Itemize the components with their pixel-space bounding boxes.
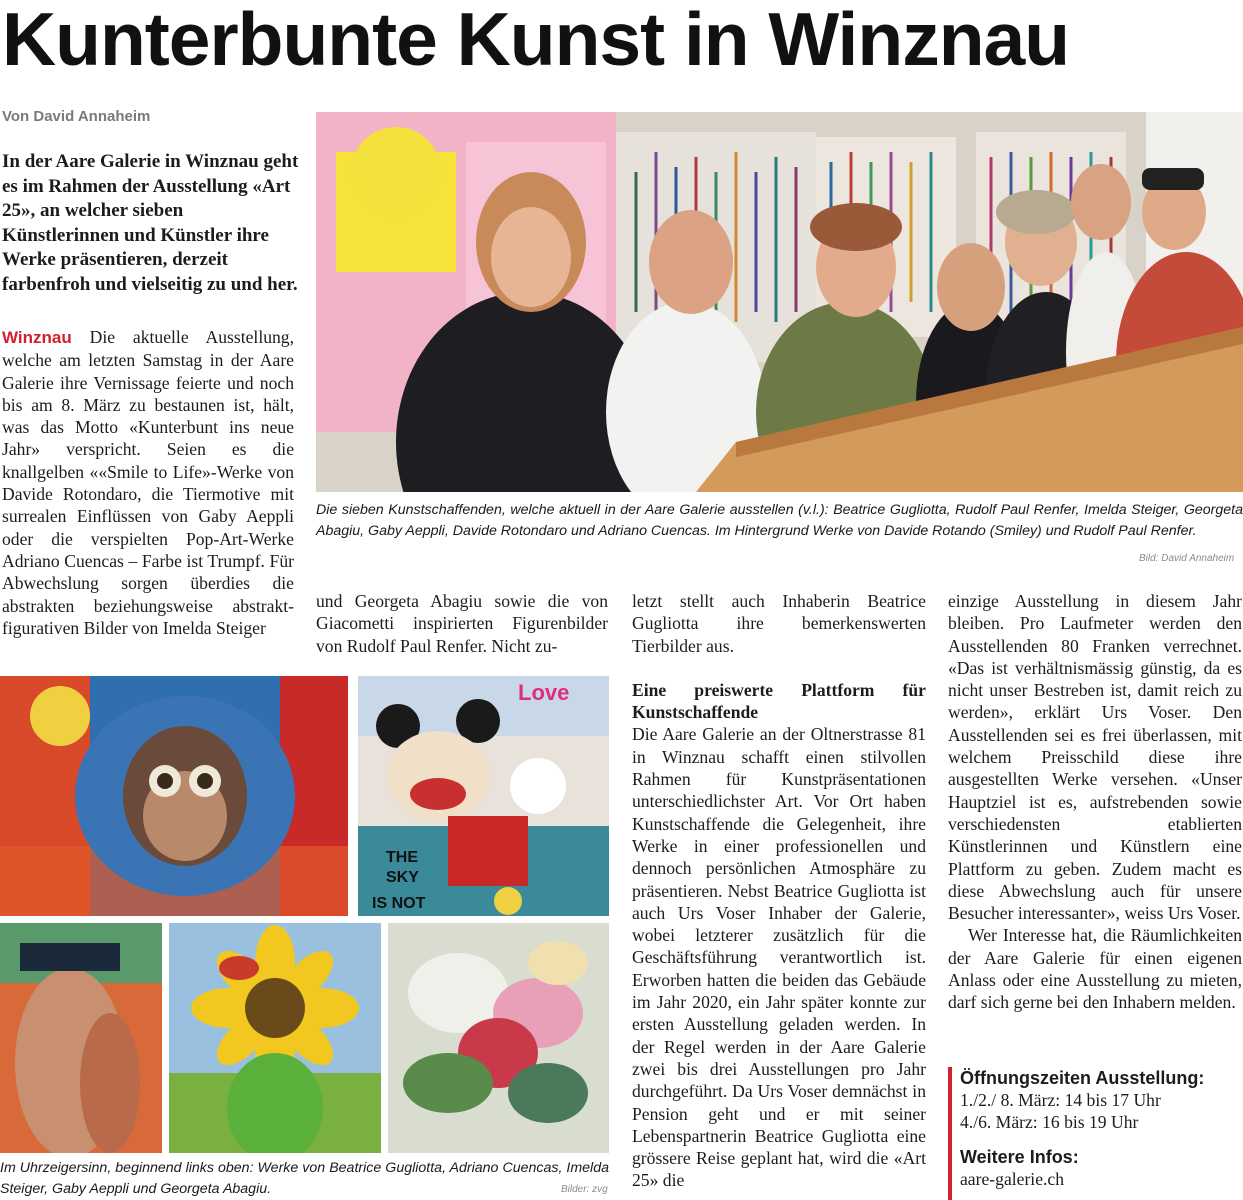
artworks-credit: Bilder: zvg [561, 1184, 608, 1195]
opening-hours-line-1: 1./2./ 8. März: 14 bis 17 Uhr [960, 1090, 1161, 1110]
column-4-paragraph-2: Wer Interesse hat, die Räumlichkeiten der Aare Galerie für einen eigenen Anlass oder eine Ausstellung zu mieten, darf sich gerne bei den Inhabern melden. [948, 925, 1242, 1013]
artwork-figure [0, 923, 162, 1153]
headline: Kunterbunte Kunst in Winznau [2, 0, 1070, 81]
column-2-text: und Georgeta Abagiu sowie die von Giacometti inspirierten Figurenbilder von Rudolf Paul Renfer. Nicht zu- [316, 591, 608, 656]
info-box [948, 1067, 1240, 1200]
column-3-text [632, 590, 926, 1192]
artwork-flowers-image [388, 923, 609, 1153]
artwork-sunflower [169, 923, 381, 1153]
artwork-pop-art-image [358, 676, 609, 916]
column-4-text [948, 590, 1242, 1014]
artwork-monkey-image [0, 676, 348, 916]
artwork-flowers [388, 923, 609, 1153]
painting-text-the: THE [386, 849, 418, 866]
subheading: Eine preiswerte Plattform für Kunstschaffende [632, 679, 926, 723]
dateline: Winznau [2, 328, 72, 347]
artworks-caption: Im Uhrzeigersinn, beginnend links oben: Werke von Beatrice Gugliotta, Adriano Cuencas, Imelda Steiger, Gaby Aeppli und Georgeta Abagiu. [0, 1160, 609, 1197]
group-photo [316, 112, 1243, 492]
website-link[interactable]: aare-galerie.ch [960, 1169, 1065, 1189]
group-photo-credit: Bild: David Annaheim [1139, 553, 1235, 564]
group-photo-caption: Die sieben Kunstschaffenden, welche aktuell in der Aare Galerie ausstellen (v.l.): Beatrice Gugliotta, Rudolf Paul Renfer, Imelda Steiger, Georgeta Abagiu, Gaby Aeppli, Davide Rotondaro und Adriano Cuencas. Im Hintergrund Werke von Davide Rotando (Smiley) und Rudolf Paul Renfer. [316, 502, 1243, 539]
painting-text-is-not: IS NOT [372, 895, 426, 912]
opening-hours-line-2: 4./6. März: 16 bis 19 Uhr [960, 1112, 1139, 1132]
group-photo-image [316, 112, 1243, 492]
column-3-body: Die Aare Galerie an der Oltnerstrasse 81 in Winznau schafft einen stilvollen Rahmen für Kunstpräsentationen unterschiedlichster Art. Vor Ort haben Kunstschaffende die Gelegenheit, ihre Werke in einer professionellen und dennoch persönlichen Atmosphäre zu präsentieren. Nebst Beatrice Gugliotta ist auch Urs Voser Inhaber der Galerie, wobei letzterer zusätzlich für die Geschäftsführung verantwortlich ist. Erworben hatten die beiden das Gebäude im Jahr 2020, ein Jahr später konnte zur ersten Ausstellung geladen werden. In der Regel werden in der Aare Galerie zwei bis drei Ausstellungen pro Jahr durchgeführt. Da Urs Voser demnächst in Pension geht und er mit seiner Lebenspartnerin Beatrice Gugliotta eine grössere Reise geplant hat, wird die «Art 25» die [632, 724, 926, 1191]
lead-paragraph: In der Aare Galerie in Winznau geht es im Rahmen der Ausstellung «Art 25», an welcher sieben Künstlerinnen und Künstler ihre Werke präsentieren, derzeit farbenfroh und vielseitig zu und her. [2, 151, 299, 295]
painting-text-love: Love [518, 680, 570, 705]
byline: Von David Annaheim [2, 108, 151, 125]
artwork-pop-art [358, 676, 609, 916]
opening-hours-heading: Öffnungszeiten Ausstellung: [960, 1068, 1205, 1088]
artwork-monkey [0, 676, 348, 916]
more-info-heading: Weitere Infos: [960, 1147, 1079, 1167]
artwork-figure-image [0, 923, 162, 1153]
artwork-sunflower-image [169, 923, 381, 1153]
column-1-body: Die aktuelle Ausstellung, welche am letzten Samstag in der Aare Galerie ihre Vernissage feierte und noch bis am 8. März zu bestaunen ist, hält, was das Motto «Kunterbunt ins neue Jahr» verspricht. Seien es die knallgelben ««Smile to Life»-Werke von Davide Rotondaro, die Tiermotive mit surrealen Einflüssen von Gaby Aeppli oder die verspielten Pop-Art-Werke Adriano Cuencas – Farbe ist Trumpf. Für Abwechslung sorgen überdies die abstrakten beziehungsweise abstrakt-figurativen Bilder von Imelda Steiger [2, 327, 295, 638]
painting-text-sky: SKY [386, 869, 419, 886]
column-4-paragraph-1: einzige Ausstellung in diesem Jahr bleiben. Pro Laufmeter werden den Ausstellenden 80 Franken verrechnet. «Das ist verhältnismässig günstig, da es nicht unser Bestreben ist, damit reich zu werden», erklärt Urs Voser. Den Ausstellenden sei es frei überlassen, mit welchem Preisschild diese ihre ausgestellten Werke versehen. «Unser Hauptziel ist es, aufstrebenden sowie verschiedensten etablierten Künstlerinnen und Künstlern eine Plattform zu geben. Zudem macht es diese Abwechslung auch für unsere Besucher interessanter», weiss Urs Voser. [948, 591, 1242, 924]
column-3-top: letzt stellt auch Inhaberin Beatrice Gugliotta ihre bemerkenswerten Tierbilder aus. [632, 591, 926, 656]
column-1-text [2, 326, 294, 639]
